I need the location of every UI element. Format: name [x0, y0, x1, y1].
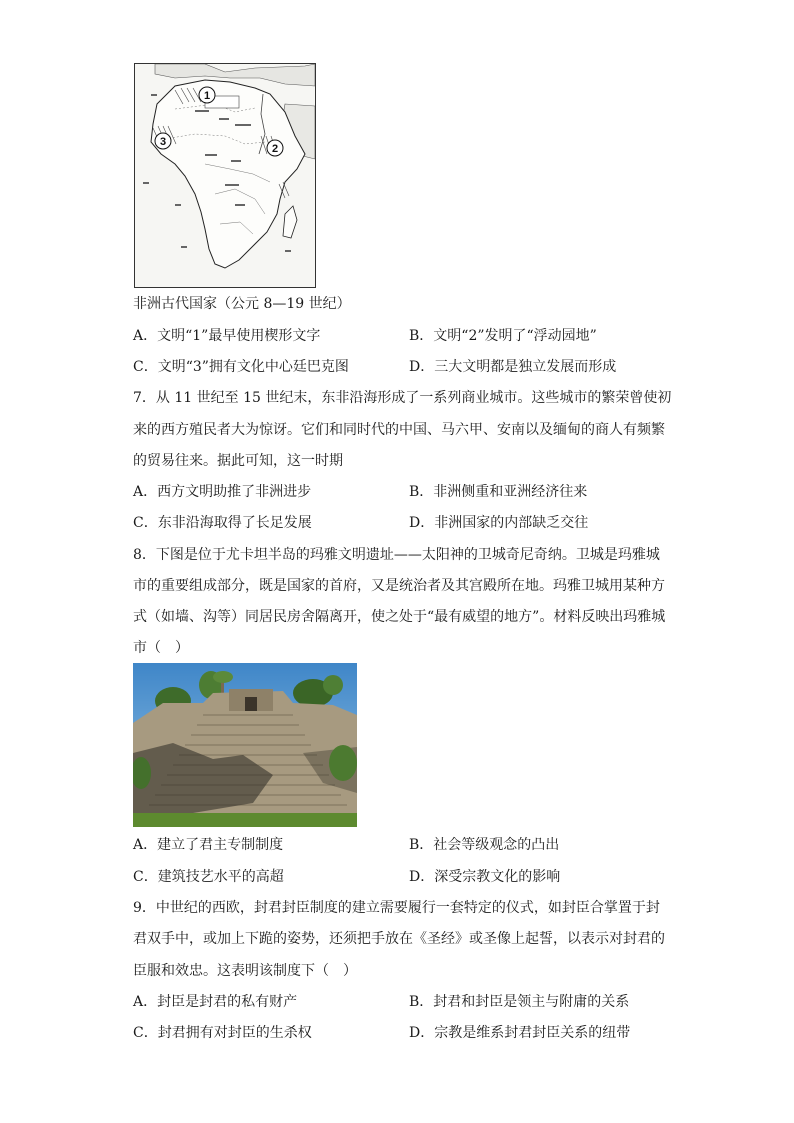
q7-stem-line-2: 来的西方殖民者大为惊讶。它们和同时代的中国、马六甲、安南以及缅甸的商人有频繁 [133, 422, 665, 438]
q9-option-c[interactable]: C．封君拥有对封臣的生杀权 [133, 1025, 312, 1041]
q8-stem-line-2: 市的重要组成部分，既是国家的首府，又是统治者及其宫殿所在地。玛雅卫城用某种方 [133, 578, 665, 594]
q7-option-c[interactable]: C．东非沿海取得了长足发展 [133, 515, 312, 531]
q7-stem-line-1: 7．从 11 世纪至 15 世纪末，东非沿海形成了一系列商业城市。这些城市的繁荣曾使初 [133, 390, 672, 406]
q6-option-d[interactable]: D．三大文明都是独立发展而形成 [409, 359, 617, 375]
maya-ruin-photo [133, 663, 357, 827]
marker-3 [155, 133, 171, 149]
maya-ruin-image [133, 663, 357, 827]
q8-option-a[interactable]: A．建立了君主专制制度 [133, 837, 284, 853]
africa-map-figure [134, 63, 316, 288]
q9-stem-line-1: 9．中世纪的西欧，封君封臣制度的建立需要履行一套特定的仪式，如封臣合掌置于封 [133, 900, 660, 916]
q9-stem-line-2: 君双手中，或加上下跪的姿势，还须把手放在《圣经》或圣像上起誓，以表示对封君的 [133, 931, 665, 947]
q9-option-a[interactable]: A．封臣是封君的私有财产 [133, 994, 298, 1010]
africa-map-image [135, 64, 315, 287]
q6-option-a[interactable]: A．文明“1”最早使用楔形文字 [133, 328, 321, 344]
q7-option-b[interactable]: B．非洲侧重和亚洲经济往来 [409, 484, 588, 500]
q8-option-b[interactable]: B．社会等级观念的凸出 [409, 837, 560, 853]
q7-option-a[interactable]: A．西方文明助推了非洲进步 [133, 484, 312, 500]
q6-option-c[interactable]: C．文明“3”拥有文化中心廷巴克图 [133, 359, 349, 375]
map-caption: 非洲古代国家（公元 8—19 世纪） [133, 296, 351, 312]
q6-option-b[interactable]: B．文明“2”发明了“浮动园地” [409, 328, 597, 344]
marker-1 [199, 87, 215, 103]
svg-text:1: 1 [203, 90, 211, 102]
q8-stem-line-4: 市（ ） [133, 640, 189, 656]
q9-option-b[interactable]: B．封君和封臣是领主与附庸的关系 [409, 994, 630, 1010]
q8-stem-line-1: 8．下图是位于尤卡坦半岛的玛雅文明遗址——太阳神的卫城奇尼奇纳。卫城是玛雅城 [133, 547, 660, 563]
q7-option-d[interactable]: D．非洲国家的内部缺乏交往 [409, 515, 589, 531]
q7-stem-line-3: 的贸易往来。据此可知，这一时期 [133, 453, 343, 469]
q8-option-d[interactable]: D．深受宗教文化的影响 [409, 869, 561, 885]
q8-option-c[interactable]: C．建筑技艺水平的高超 [133, 869, 284, 885]
svg-text:3: 3 [159, 136, 167, 148]
svg-text:2: 2 [271, 143, 279, 155]
q9-stem-line-3: 臣服和效忠。这表明该制度下（ ） [133, 963, 357, 979]
q8-stem-line-3: 式（如墙、沟等）同居民房舍隔离开，使之处于“最有威望的地方”。材料反映出玛雅城 [133, 609, 666, 625]
marker-2 [267, 140, 283, 156]
q9-option-d[interactable]: D．宗教是维系封君封臣关系的纽带 [409, 1025, 631, 1041]
